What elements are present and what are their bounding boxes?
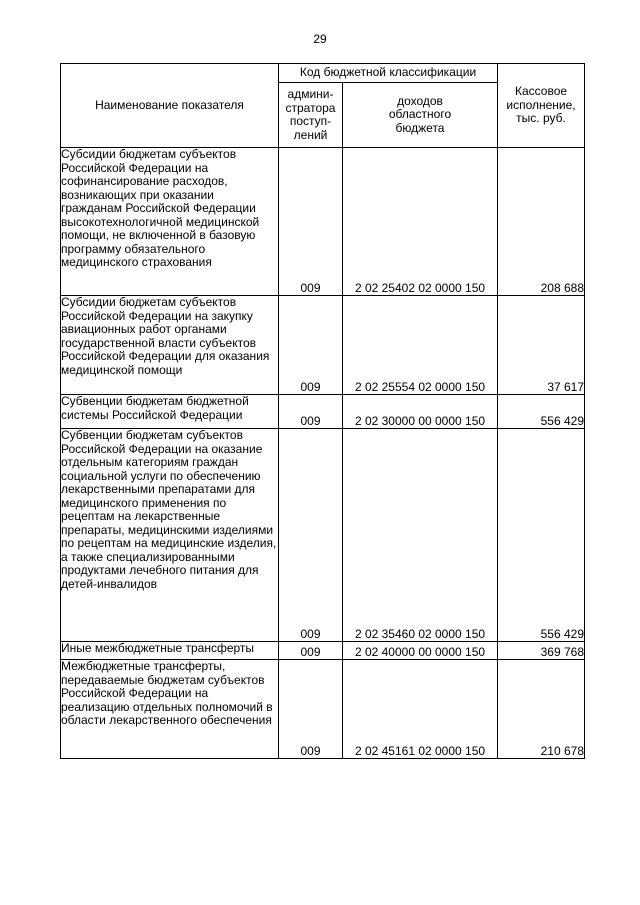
row-administrator-code: 009	[279, 429, 343, 642]
table-row	[61, 660, 585, 759]
header-income-code	[343, 83, 498, 148]
budget-execution-table	[60, 63, 585, 759]
row-administrator-code: 009	[279, 660, 343, 759]
row-indicator-name: Субсидии бюджетам субъектов Российской Федерации на софинансирование расходов, возникающих при оказании гражданам Российской Федерации высокотехнологичной медицинской помощи, не включенной в базовую программу обязательного медицинского страхования	[61, 148, 279, 296]
header-income-text: доходов областного бюджета	[388, 93, 452, 135]
row-income-code: 2 02 25402 02 0000 150	[343, 148, 498, 296]
row-income-code: 2 02 30000 00 0000 150	[343, 395, 498, 429]
row-administrator-code: 009	[279, 148, 343, 296]
row-indicator-name: Иные межбюджетные трансферты	[61, 642, 279, 660]
row-administrator-code: 009	[279, 296, 343, 395]
header-classification-code: Код бюджетной классификации	[279, 64, 498, 83]
table-row	[61, 429, 585, 642]
page-number: 29	[313, 32, 327, 46]
table-row	[61, 148, 585, 296]
header-cash-execution	[498, 64, 585, 148]
row-amount: 210 678	[498, 660, 585, 759]
row-administrator-code: 009	[279, 642, 343, 660]
row-income-code: 2 02 25554 02 0000 150	[343, 296, 498, 395]
row-amount: 556 429	[498, 429, 585, 642]
row-income-code: 2 02 40000 00 0000 150	[343, 642, 498, 660]
row-income-code: 2 02 35460 02 0000 150	[343, 429, 498, 642]
row-amount: 369 768	[498, 642, 585, 660]
row-administrator-code: 009	[279, 395, 343, 429]
row-indicator-name: Субсидии бюджетам субъектов Российской Федерации на закупку авиационных работ органами государственной власти субъектов Российской Федерации для оказания медицинской помощи	[61, 296, 279, 395]
row-income-code: 2 02 45161 02 0000 150	[343, 660, 498, 759]
table-row	[61, 642, 585, 660]
row-indicator-name: Субвенции бюджетам бюджетной системы Российской Федерации	[61, 395, 279, 429]
header-cash-execution-text: Кассовое исполнение, тыс. руб.	[506, 84, 576, 126]
header-administrator-code	[279, 83, 343, 148]
row-indicator-name: Межбюджетные трансферты, передаваемые бюджетам субъектов Российской Федерации на реализацию отдельных полномочий в области лекарственного обеспечения	[61, 660, 279, 759]
row-amount: 208 688	[498, 148, 585, 296]
table-row	[61, 395, 585, 429]
header-administrator-text: админи- стратора поступ- лений	[285, 87, 336, 142]
table-row	[61, 296, 585, 395]
table-header-row	[61, 64, 585, 83]
row-indicator-name: Субвенции бюджетам субъектов Российской Федерации на оказание отдельным категориям граждан социальной услуги по обеспечению лекарственными препаратами для медицинского применения по рецептам на лекарственные препараты, медицинскими изделиями по рецептам на медицинские изделия, а также специализированными продуктами лечебного питания для детей-инвалидов	[61, 429, 279, 642]
row-amount: 37 617	[498, 296, 585, 395]
row-amount: 556 429	[498, 395, 585, 429]
header-indicator-name: Наименование показателя	[61, 64, 279, 148]
